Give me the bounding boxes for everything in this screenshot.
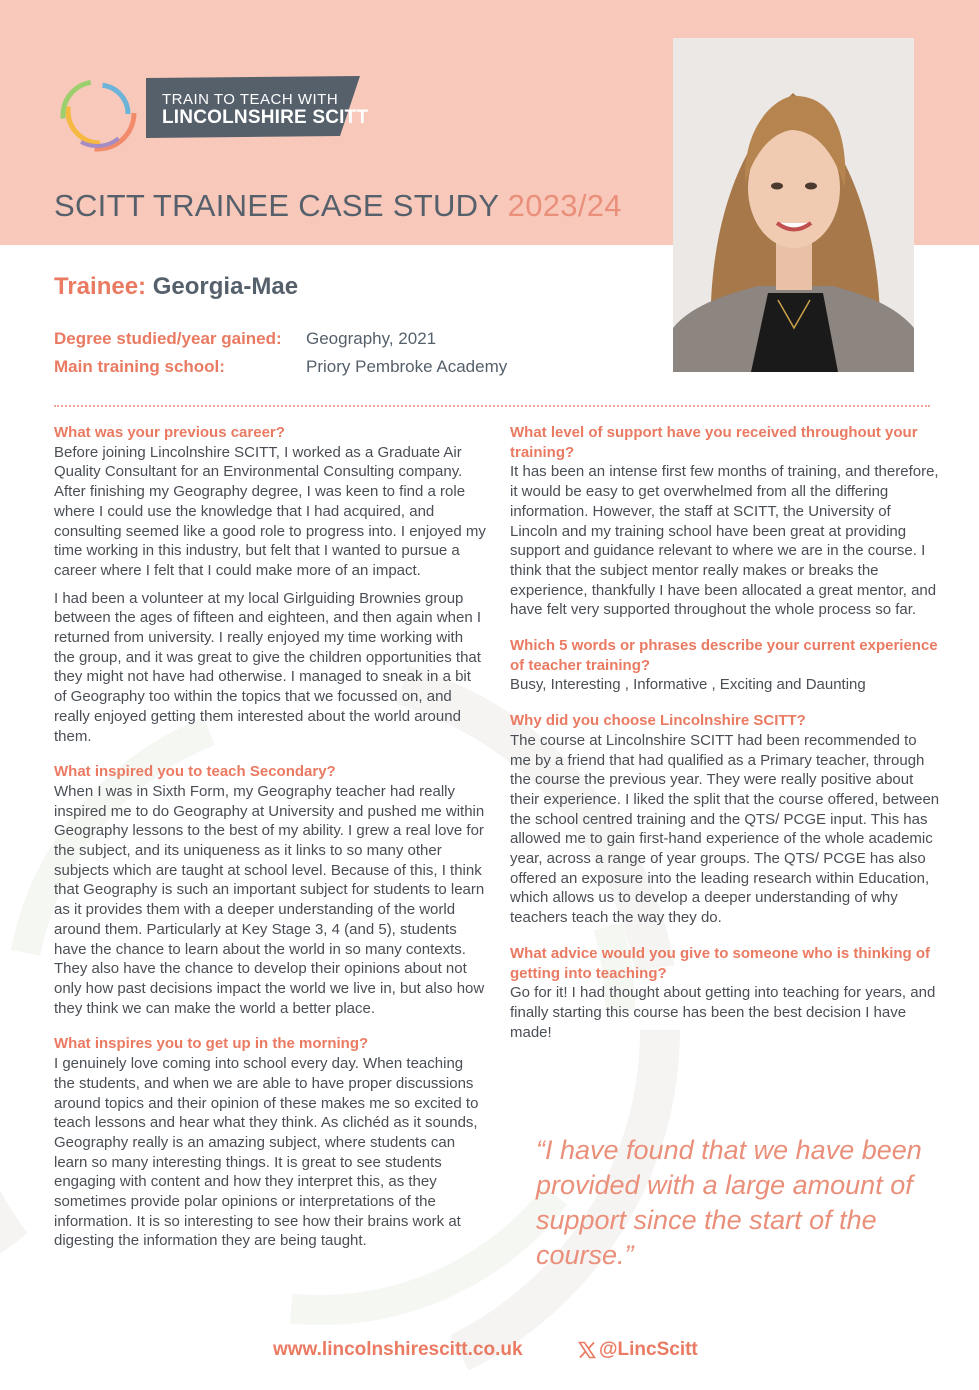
answer-inspired-secondary: When I was in Sixth Form, my Geography teacher had really inspired me to do Geography at University and pushed me within Geography lessons to the best of my ability. I grew a real love for the subject, and its uniqueness as it links to so many other subjects which are taught at school level. Because of this, I think that Geography is such an important subject for students to learn as it provides them with a deeper understanding of the world around them. Particularly at Key Stage 3, 4 (and 5), students have the chance to learn about the world in so many contexts. They also have the chance to develop their opinions about not only how past decisions impact the world we live in, but also how they think we can make the world a better place.	[54, 782, 485, 1017]
school-value: Priory Pembroke Academy	[306, 357, 508, 376]
answer-advice: Go for it! I had thought about getting into teaching for years, and finally starting this course has been the best decision I have made!	[510, 984, 936, 1041]
degree-value: Geography, 2021	[306, 329, 437, 348]
trainee-name: Georgia-Mae	[152, 273, 299, 300]
school-label: Main training school:	[54, 357, 225, 376]
question-inspired-secondary: What inspired you to teach Secondary?	[54, 763, 336, 781]
answer-morning: I genuinely love coming into school every day. When teaching the students, and when we are able to have proper discussions around topics and their opinion of these makes me so excited to teach lessons and hear what they think. As clichéd as it sounds, Geography really is an amazing subject, where students can learn so many interesting things. It is great to see students engaging with content and how they interpret this, as they sometimes provide polar opinions or interpretations of the information. It is so interesting to see how their brains work at digesting the information they are being taught.	[54, 1055, 479, 1250]
logo-line-1: TRAIN TO TEACH WITH	[162, 91, 339, 108]
answer-support: It has been an intense first few months of training, and therefore, it would be easy to get overwhelmed from all the differing information. However, the staff at SCITT, the University of Lincoln and my training school have been great at providing support and guidance relevant to where we are in the course. I think that the subject mentor really makes or breaks the experience, thankfully I have been allocated a great mentor, and have felt very supported throughout the whole process so far.	[510, 463, 939, 619]
pull-quote: “I have found that we have been provided with a large amount of support since the start of the course.”	[536, 1135, 922, 1270]
question-previous-career: What was your previous career?	[54, 424, 285, 441]
section-divider	[54, 405, 930, 407]
page-title-year: 2023/24	[507, 188, 622, 223]
question-why-scitt: Why did you choose Lincolnshire SCITT?	[510, 712, 806, 730]
social-handle: @LincScitt	[599, 1339, 698, 1360]
right-column	[510, 423, 940, 1042]
answer-why-scitt: The course at Lincolnshire SCITT had been recommended to me by a friend that had qualified as a Primary teacher, through the course the previous year. They were really positive about their experience. I liked the split that the course offered, between the school centred training and the QTS/ PCGE input. This has allowed me to gain first-hand experience of the whole academic year, across a range of year groups. The QTS/ PCGE has also offered an exposure into the leading research within Education, which allows us to develop a deeper understanding of why teachers teach the way they do.	[510, 731, 940, 927]
page-title-text: SCITT TRAINEE CASE STUDY	[54, 188, 499, 223]
question-five-words: Which 5 words or phrases describe your current experience of teacher training?	[510, 637, 938, 674]
degree-label: Degree studied/year gained:	[54, 329, 282, 348]
answer-previous-career-2: I had been a volunteer at my local Girlguiding Brownies group between the ages of fifteen and eighteen, and then again when I returned from university. I really enjoyed my time working with the group, and it was great to give the children opportunities that they might not have had otherwise. I managed to sneak in a bit of Geography too within the topics that we focussed on, and really enjoyed getting them interested about the world around them.	[54, 589, 482, 745]
website-link[interactable]: www.lincolnshirescitt.co.uk	[273, 1339, 523, 1360]
degree-row	[54, 329, 436, 349]
school-row	[54, 357, 507, 377]
answer-five-words: Busy, Interesting , Informative , Exciting and Daunting	[510, 676, 866, 694]
left-column	[54, 423, 486, 1251]
trainee-heading	[54, 273, 298, 301]
question-advice: What advice would you give to someone who is thinking of getting into teaching?	[510, 944, 931, 982]
logo-line-2: LINCOLNSHIRE SCITT	[162, 106, 369, 128]
question-morning: What inspires you to get up in the morning?	[54, 1035, 369, 1053]
social-link[interactable]	[578, 1339, 698, 1361]
page-title	[54, 188, 622, 224]
trainee-label: Trainee:	[54, 273, 147, 300]
question-support: What level of support have you received throughout your training?	[510, 424, 918, 461]
logo-wordmark	[162, 92, 368, 128]
trainee-photo	[673, 38, 914, 372]
answer-previous-career-1: Before joining Lincolnshire SCITT, I worked as a Graduate Air Quality Consultant for an Environmental Consulting company. After finishing my Geography degree, I was keen to find a role where I could use the knowledge that I had acquired, and consulting seemed like a good role to progress into. I enjoyed my time working in this industry, but felt that I wanted to pursue a career where I felt that I could make more of an impact.	[54, 443, 486, 579]
x-icon	[578, 1341, 596, 1359]
